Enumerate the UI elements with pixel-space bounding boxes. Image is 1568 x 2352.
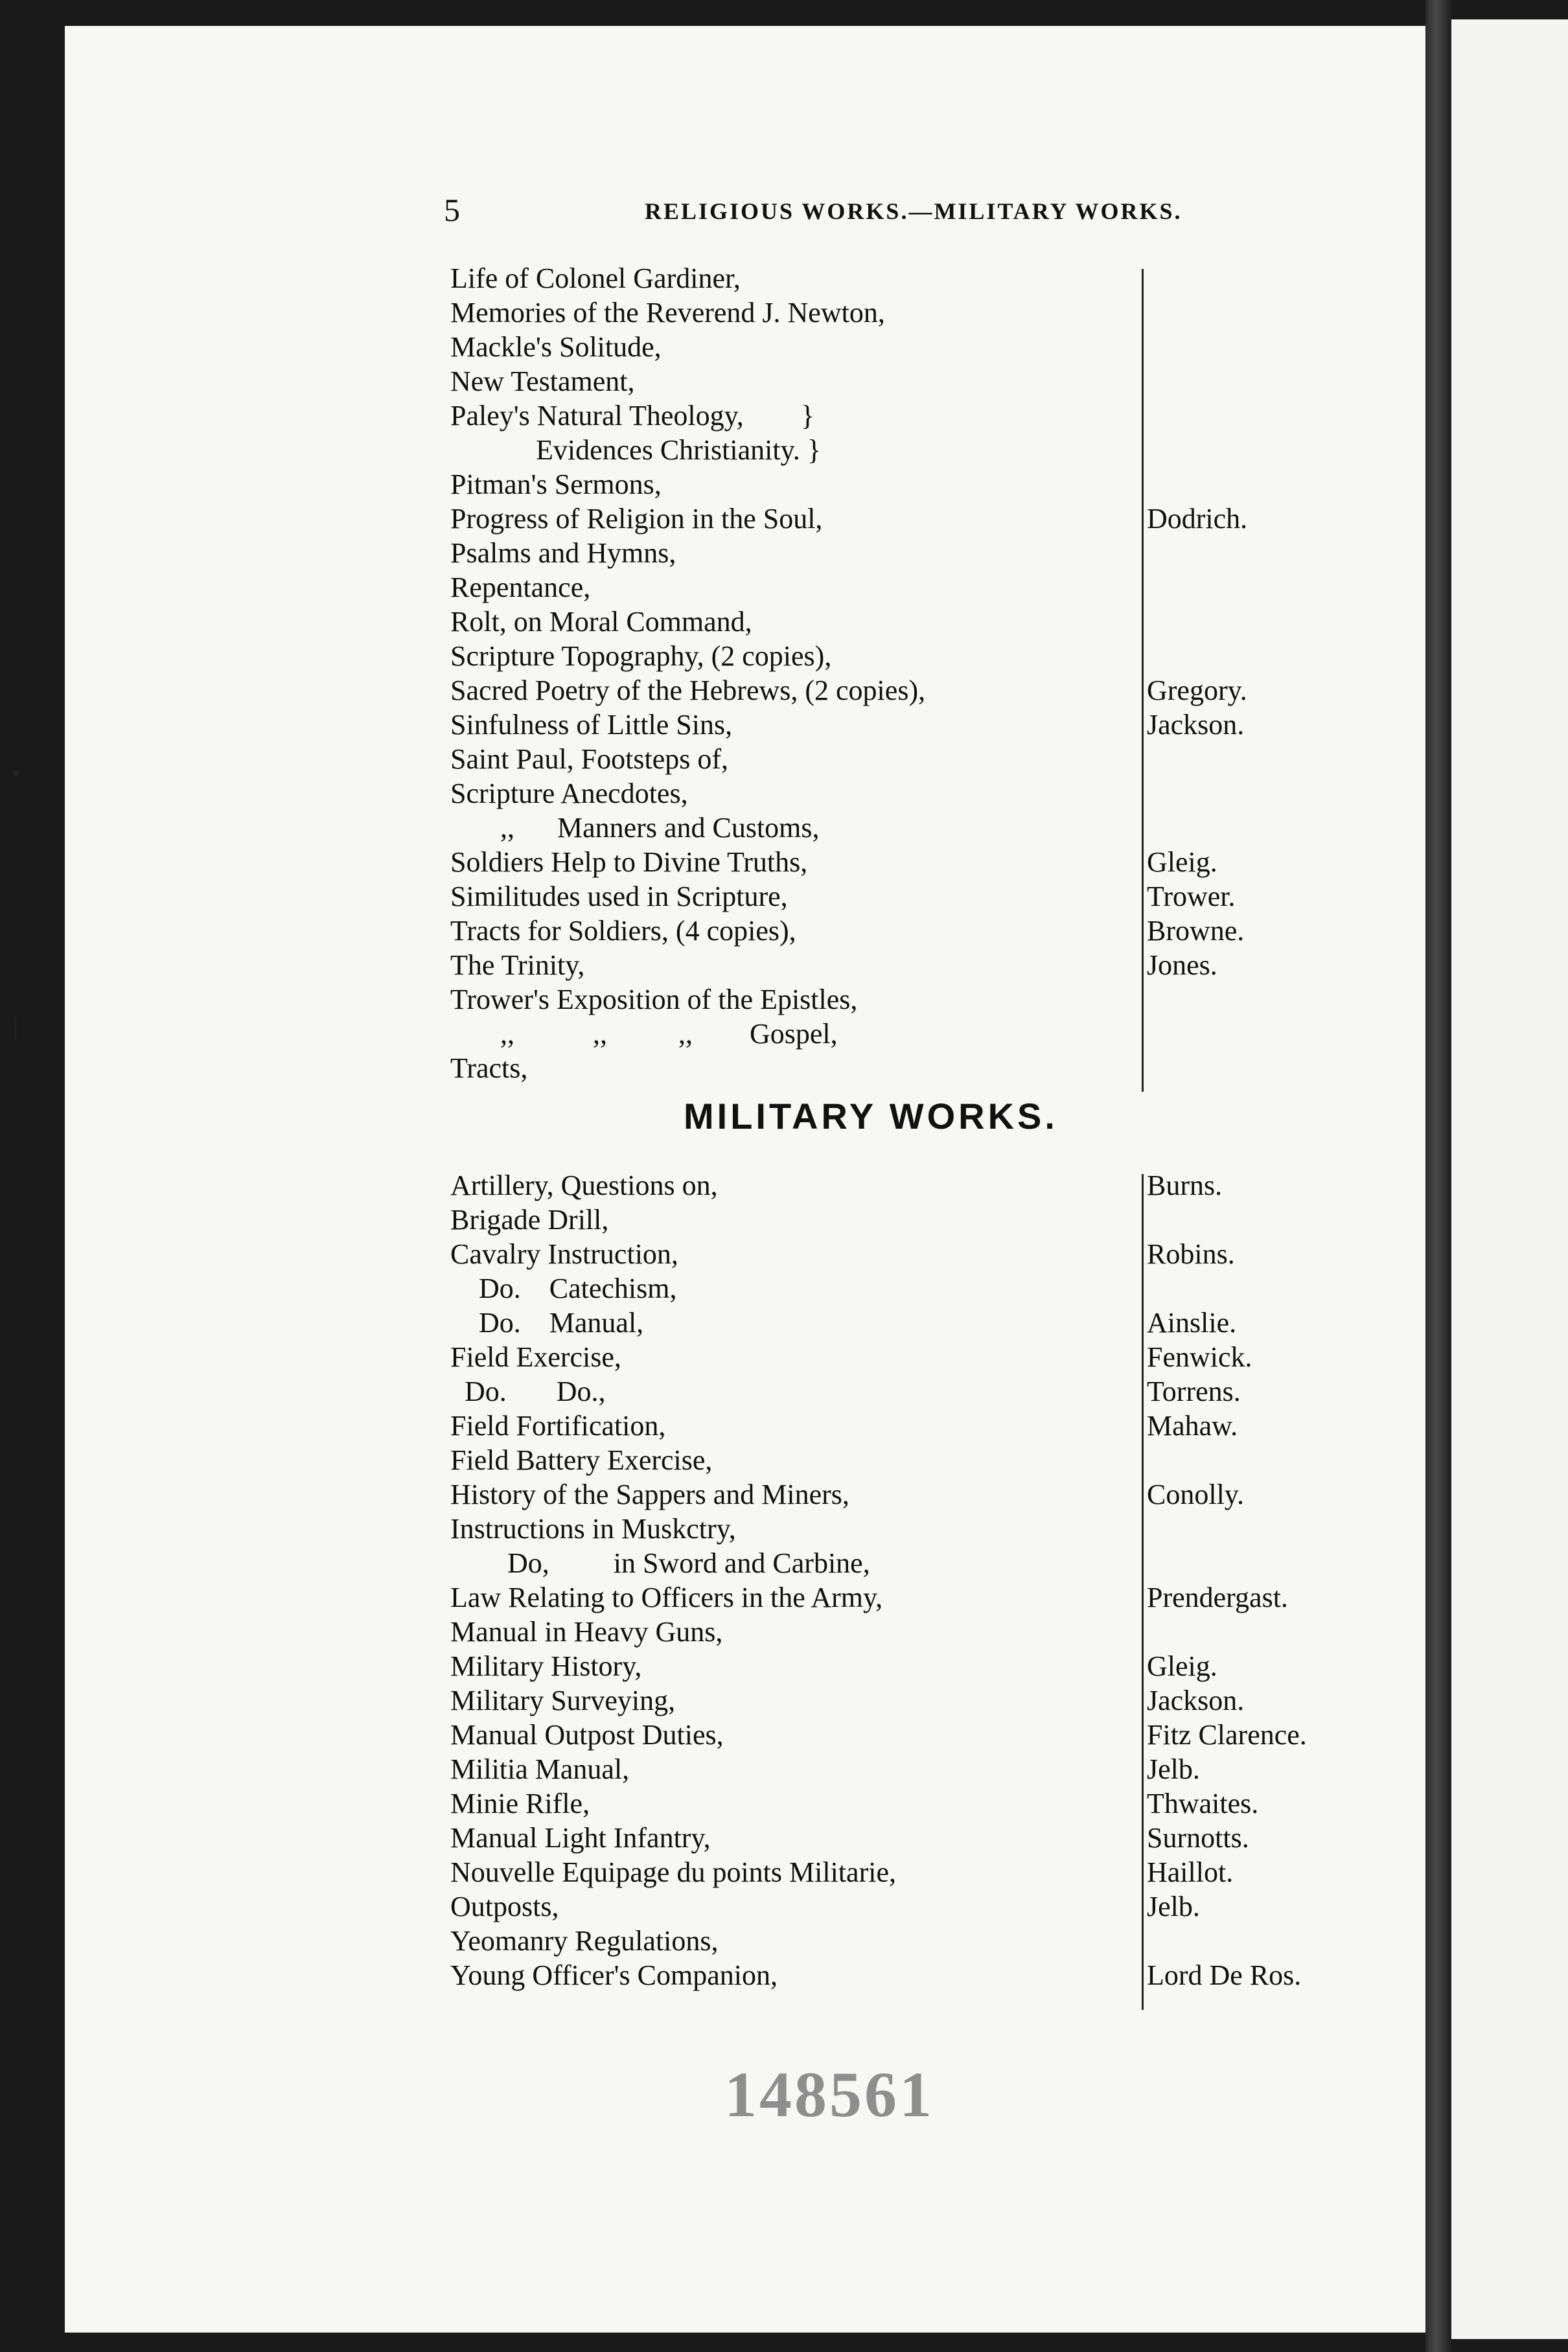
list-item — [450, 364, 1409, 398]
book-title: Law Relating to Officers in the Army, — [450, 1582, 883, 1613]
book-title: Minie Rifle, — [450, 1788, 590, 1819]
list-item — [450, 1203, 1409, 1237]
book-author: Conolly. — [1147, 1479, 1244, 1510]
margin-mark: • — [12, 759, 21, 788]
book-author: Trower. — [1147, 881, 1236, 912]
book-title: Militia Manual, — [450, 1753, 630, 1785]
page-header — [444, 191, 1254, 236]
book-title: Field Battery Exercise, — [450, 1444, 713, 1476]
book-title: Manual Light Infantry, — [450, 1822, 711, 1854]
book-title: Nouvelle Equipage du points Militarie, — [450, 1856, 896, 1888]
list-item — [450, 1821, 1409, 1855]
list-item — [450, 1340, 1409, 1374]
list-item — [450, 776, 1409, 811]
book-title: Soldiers Help to Divine Truths, — [450, 846, 808, 878]
list-item — [450, 1051, 1409, 1085]
book-title: Brigade Drill, — [450, 1204, 609, 1236]
book-author: Dodrich. — [1147, 503, 1248, 535]
list-item — [450, 1752, 1409, 1786]
list-item — [450, 502, 1409, 536]
list-item — [450, 467, 1409, 502]
book-author: Robins. — [1147, 1238, 1235, 1270]
list-item — [450, 1718, 1409, 1752]
book-title: Field Exercise, — [450, 1341, 621, 1373]
book-title: Instructions in Muskctry, — [450, 1513, 736, 1545]
book-title: Scripture Topography, (2 copies), — [450, 640, 832, 672]
list-item — [450, 1477, 1409, 1512]
running-head: RELIGIOUS WORKS.—MILITARY WORKS. — [645, 198, 1182, 224]
list-item — [450, 1374, 1409, 1409]
list-item — [450, 1512, 1409, 1546]
book-author: Torrens. — [1147, 1376, 1241, 1407]
book-title: Memories of the Reverend J. Newton, — [450, 297, 885, 329]
book-title: Evidences Christianity. } — [450, 434, 821, 466]
list-item — [450, 1683, 1409, 1718]
list-item — [450, 605, 1409, 639]
book-title: Psalms and Hymns, — [450, 537, 676, 569]
book-title: Pitman's Sermons, — [450, 468, 662, 500]
book-title: Outposts, — [450, 1891, 559, 1922]
book-author: Haillot. — [1147, 1856, 1234, 1888]
list-item — [450, 1546, 1409, 1580]
book-title: Repentance, — [450, 571, 591, 603]
book-author: Jackson. — [1147, 1685, 1245, 1716]
book-title: ,, ,, ,, Gospel, — [450, 1018, 838, 1050]
list-item — [450, 879, 1409, 914]
list-item — [450, 1855, 1409, 1889]
book-author: Jelb. — [1147, 1891, 1200, 1922]
section-heading: MILITARY WORKS. — [684, 1096, 1058, 1136]
book-title: New Testament, — [450, 365, 635, 397]
book-title: Life of Colonel Gardiner, — [450, 262, 741, 294]
list-item — [450, 742, 1409, 776]
book-author: Thwaites. — [1147, 1788, 1259, 1819]
book-author: Lord De Ros. — [1147, 1959, 1302, 1991]
book-author: Ainslie. — [1147, 1307, 1237, 1339]
list-item — [450, 708, 1409, 742]
book-author: Jelb. — [1147, 1753, 1200, 1785]
list-item — [450, 811, 1409, 845]
book-title: History of the Sappers and Miners, — [450, 1479, 849, 1510]
book-spine — [1425, 0, 1451, 2352]
list-item — [450, 1306, 1409, 1340]
book-title: Do, in Sword and Carbine, — [450, 1547, 870, 1579]
book-title: Do. Manual, — [450, 1307, 644, 1339]
book-author: Fitz Clarence. — [1147, 1719, 1307, 1751]
list-item — [450, 914, 1409, 948]
book-author: Gleig. — [1147, 846, 1217, 878]
book-author: Gregory. — [1147, 674, 1247, 706]
list-item — [450, 398, 1409, 433]
military-works-list — [450, 1168, 1409, 1992]
book-title: ,, Manners and Customs, — [450, 812, 820, 844]
book-author: Gleig. — [1147, 1650, 1217, 1682]
book-title: Military Surveying, — [450, 1685, 676, 1716]
book-title: Sacred Poetry of the Hebrews, (2 copies), — [450, 674, 926, 706]
book-author: Fenwick. — [1147, 1341, 1252, 1373]
book-title: The Trinity, — [450, 949, 585, 981]
list-item — [450, 1409, 1409, 1443]
book-author: Prendergast. — [1147, 1582, 1288, 1613]
list-item — [450, 570, 1409, 605]
book-title: Do. Do., — [450, 1376, 606, 1407]
list-item — [450, 1786, 1409, 1821]
book-author: Browne. — [1147, 915, 1245, 947]
book-title: Mackle's Solitude, — [450, 331, 662, 363]
book-title: Progress of Religion in the Soul, — [450, 503, 823, 535]
book-title: Tracts for Soldiers, (4 copies), — [450, 915, 796, 947]
book-author: Burns. — [1147, 1170, 1223, 1201]
book-author: Jackson. — [1147, 709, 1245, 741]
list-item — [450, 1615, 1409, 1649]
column-rule — [1142, 269, 1144, 1092]
book-title: Artillery, Questions on, — [450, 1170, 718, 1201]
list-item — [450, 982, 1409, 1017]
book-title: Sinfulness of Little Sins, — [450, 709, 733, 741]
book-title: Military History, — [450, 1650, 642, 1682]
list-item — [450, 295, 1409, 330]
list-item — [450, 1924, 1409, 1958]
book-title: Paley's Natural Theology, } — [450, 400, 814, 432]
book-title: Cavalry Instruction, — [450, 1238, 678, 1270]
book-title: Scripture Anecdotes, — [450, 778, 688, 809]
book-title: Young Officer's Companion, — [450, 1959, 778, 1991]
list-item — [450, 1271, 1409, 1306]
religious-works-list — [450, 261, 1409, 1085]
book-title: Do. Catechism, — [450, 1273, 677, 1304]
list-item — [450, 1958, 1409, 1992]
list-item — [450, 639, 1409, 673]
inventory-stamp: 148561 — [724, 2058, 934, 2130]
list-item — [450, 845, 1409, 879]
list-item — [450, 1168, 1409, 1203]
list-item — [450, 1889, 1409, 1924]
book-title: Tracts, — [450, 1052, 528, 1084]
list-item — [450, 330, 1409, 364]
book-title: Rolt, on Moral Command, — [450, 606, 752, 638]
book-title: Trower's Exposition of the Epistles, — [450, 984, 858, 1015]
book-author: Jones. — [1147, 949, 1217, 981]
book-title: Yeomanry Regulations, — [450, 1925, 719, 1957]
list-item — [450, 673, 1409, 708]
book-title: Similitudes used in Scripture, — [450, 881, 788, 912]
list-item — [450, 948, 1409, 982]
list-item — [450, 536, 1409, 570]
list-item — [450, 433, 1409, 467]
list-item — [450, 1237, 1409, 1271]
list-item — [450, 1580, 1409, 1615]
list-item — [450, 1017, 1409, 1051]
list-item — [450, 1443, 1409, 1477]
margin-mark: | — [13, 1011, 19, 1041]
book-author: Mahaw. — [1147, 1410, 1238, 1442]
book-title: Saint Paul, Footsteps of, — [450, 743, 729, 775]
book-author: Surnotts. — [1147, 1822, 1249, 1854]
book-title: Manual in Heavy Guns, — [450, 1616, 723, 1648]
book-title: Field Fortification, — [450, 1410, 666, 1442]
list-item — [450, 1649, 1409, 1683]
list-item — [450, 261, 1409, 295]
column-rule — [1142, 1174, 1144, 2010]
page-number: 5 — [444, 192, 460, 228]
facing-page-edge — [1451, 19, 1568, 2339]
book-title: Manual Outpost Duties, — [450, 1719, 724, 1751]
